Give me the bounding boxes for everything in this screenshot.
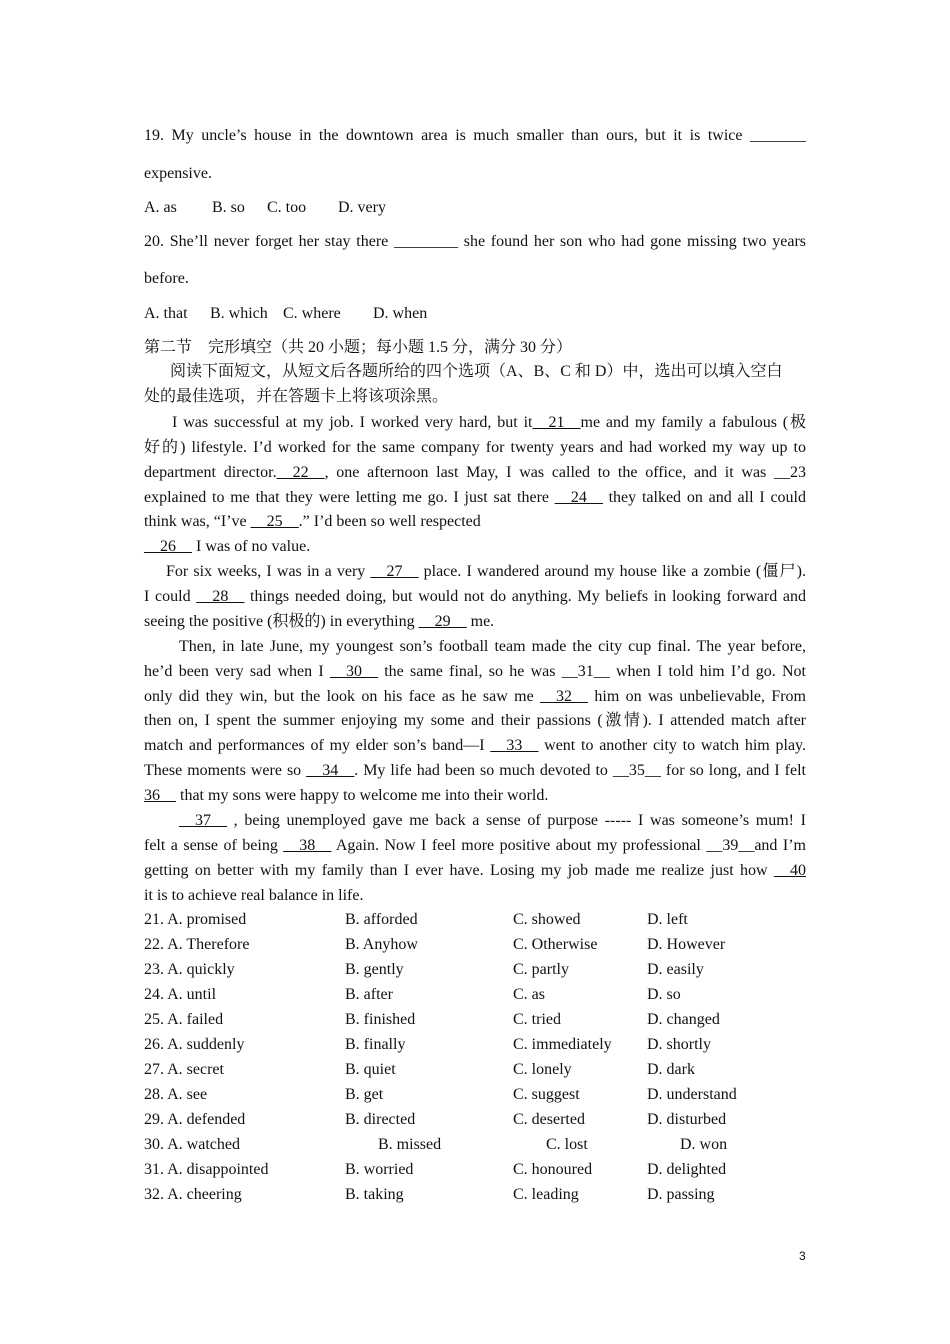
choice-option: B. taking [345,1186,404,1203]
passage-line: For six weeks, I was in a very __27__ place. I wandered around my house like a zombie (僵尸). [166,563,806,580]
q20-stem-line2: before. [144,270,189,287]
choice-option: D. won [680,1136,728,1153]
q20-option-c: C. where [283,305,341,322]
choice-option: D. understand [647,1086,737,1103]
passage-line: then on, I spent the summer enjoying my some and their passions (激情). I attended match after [144,712,806,729]
page-number: 3 [799,1249,806,1263]
choice-option: C. suggest [513,1086,580,1103]
choice-option: C. immediately [513,1036,612,1053]
passage-line: These moments were so __34__. My life had been so much devoted to __35__ for so long, and I felt [144,762,806,779]
q19-stem-line1: 19. My uncle’s house in the downtown area is much smaller than ours, but it is twice _______ [144,127,806,144]
choice-option: D. delighted [647,1161,727,1178]
choice-option: B. Anyhow [345,936,418,953]
choice-option: 29. A. defended [144,1111,246,1128]
choice-option: B. afforded [345,911,418,928]
choice-option: D. left [647,911,688,928]
passage-line: getting on better with my family than I ever have. Losing my job made me realize just how __40 [144,862,806,879]
blank-28: __28__ [196,588,245,605]
passage-line: Then, in late June, my youngest son’s football team made the city cup final. The year before, [179,638,806,655]
passage-line: it is to achieve real balance in life. [144,887,364,904]
blank-30: __30__ [329,663,378,680]
passage-line: match and performances of my elder son’s band—I __33__ went to another city to watch him play. [144,737,806,754]
choice-option: C. showed [513,911,581,928]
choice-option: C. as [513,986,545,1003]
choice-option: D. dark [647,1061,695,1078]
choice-option: D. shortly [647,1036,711,1053]
blank-33: __33__ [490,737,539,754]
blank-34: __34__ [306,762,355,779]
choice-option: D. easily [647,961,704,978]
q19-stem-line2: expensive. [144,165,212,182]
choice-option: 24. A. until [144,986,217,1003]
choice-option: C. lonely [513,1061,572,1078]
passage-line: only did they win, but the look on his face as he saw me __32__ him on was unbelievable, From [144,688,806,705]
blank-24: __24__ [554,489,603,506]
passage-line: think was, “I’ve __25__.” I’d been so well respected [144,513,481,530]
q20-option-d: D. when [373,305,428,322]
choice-option: D. changed [647,1011,720,1028]
choice-option: 30. A. watched [144,1136,240,1153]
q19-option-c: C. too [267,199,307,216]
choice-option: B. finally [345,1036,406,1053]
choice-option: 21. A. promised [144,911,247,928]
choice-option: C. lost [546,1136,588,1153]
choice-option: D. However [647,936,726,953]
choice-option: C. honoured [513,1161,593,1178]
passage-line: felt a sense of being __38__ Again. Now I feel more positive about my professional __39__and I’m [144,837,807,854]
choice-option: 25. A. failed [144,1011,224,1028]
choice-option: D. passing [647,1186,715,1203]
choice-option: 32. A. cheering [144,1186,242,1203]
choice-option: C. leading [513,1186,579,1203]
section-instruction-line2: 处的最佳选项，并在答题卡上将该项涂黑。 [144,388,449,405]
q19-option-b: B. so [212,199,245,216]
passage-line: __37__ , being unemployed gave me back a sense of purpose ----- I was someone’s mum! I [179,812,806,829]
blank-36: 36__ [144,787,176,804]
section-instruction-line1: 阅读下面短文，从短文后各题所给的四个选项（A、B、C 和 D）中，选出可以填入空白 [170,363,783,380]
blank-21: __21__ [532,414,581,431]
choice-option: B. missed [378,1136,442,1153]
choice-option: B. worried [345,1161,414,1178]
q20-option-a: A. that [144,305,188,322]
choice-option: D. disturbed [647,1111,727,1128]
choice-option: D. so [647,986,681,1003]
q20-stem-line1: 20. She’ll never forget her stay there ________ she found her son who had gone missing two years [144,233,806,250]
blank-37: __37__ [179,812,227,829]
passage-line: department director.__22__, one afternoon last May, I was called to the office, and it was __23 [144,464,807,481]
choice-option: C. deserted [513,1111,585,1128]
choice-option: B. quiet [345,1061,396,1078]
passage-line: I was successful at my job. I worked very hard, but it__21__me and my family a fabulous (极 [172,414,806,431]
choice-option: B. after [345,986,393,1003]
passage-line: 36__ that my sons were happy to welcome me into their world. [144,787,549,804]
blank-29: __29__ [418,613,467,630]
choice-option: C. tried [513,1011,561,1028]
choice-option: 31. A. disappointed [144,1161,269,1178]
blank-27: __27__ [370,563,419,580]
q20-option-b: B. which [210,305,268,322]
blank-32: __32__ [540,688,589,705]
q19-option-d: D. very [338,199,386,216]
blank-40: __40 [774,862,806,879]
choice-option: B. finished [345,1011,416,1028]
choice-option: 26. A. suddenly [144,1036,245,1053]
blank-26: __26__ [144,538,192,555]
choice-option: 27. A. secret [144,1061,224,1078]
choice-option: 22. A. Therefore [144,936,250,953]
choice-option: 23. A. quickly [144,961,235,978]
passage-line: he’d been very sad when I __30__ the same final, so he was __31__ when I told him I’d go. Not [144,663,807,680]
choice-option: B. directed [345,1111,416,1128]
choice-option: B. gently [345,961,404,978]
q19-option-a: A. as [144,199,177,216]
passage-line: explained to me that they were letting me go. I just sat there __24__ they talked on and all I could [144,489,807,506]
blank-25: __25__ [250,513,299,530]
choice-option: C. partly [513,961,569,978]
blank-22: __22__ [276,464,325,481]
choice-option: 28. A. see [144,1086,208,1103]
section-title: 第二节 完形填空（共 20 小题；每小题 1.5 分，满分 30 分） [144,339,573,356]
choice-option: C. Otherwise [513,936,598,953]
passage-line: 好的) lifestyle. I’d worked for the same company for twenty years and had worked my way up to [144,439,806,456]
passage-line: __26__ I was of no value. [144,538,311,555]
choice-option: B. get [345,1086,384,1103]
passage-line: I could __28__ things needed doing, but would not do anything. My beliefs in looking forward and [144,588,807,605]
passage-line: seeing the positive (积极的) in everything __29__ me. [144,613,495,630]
blank-38: __38__ [283,837,332,854]
